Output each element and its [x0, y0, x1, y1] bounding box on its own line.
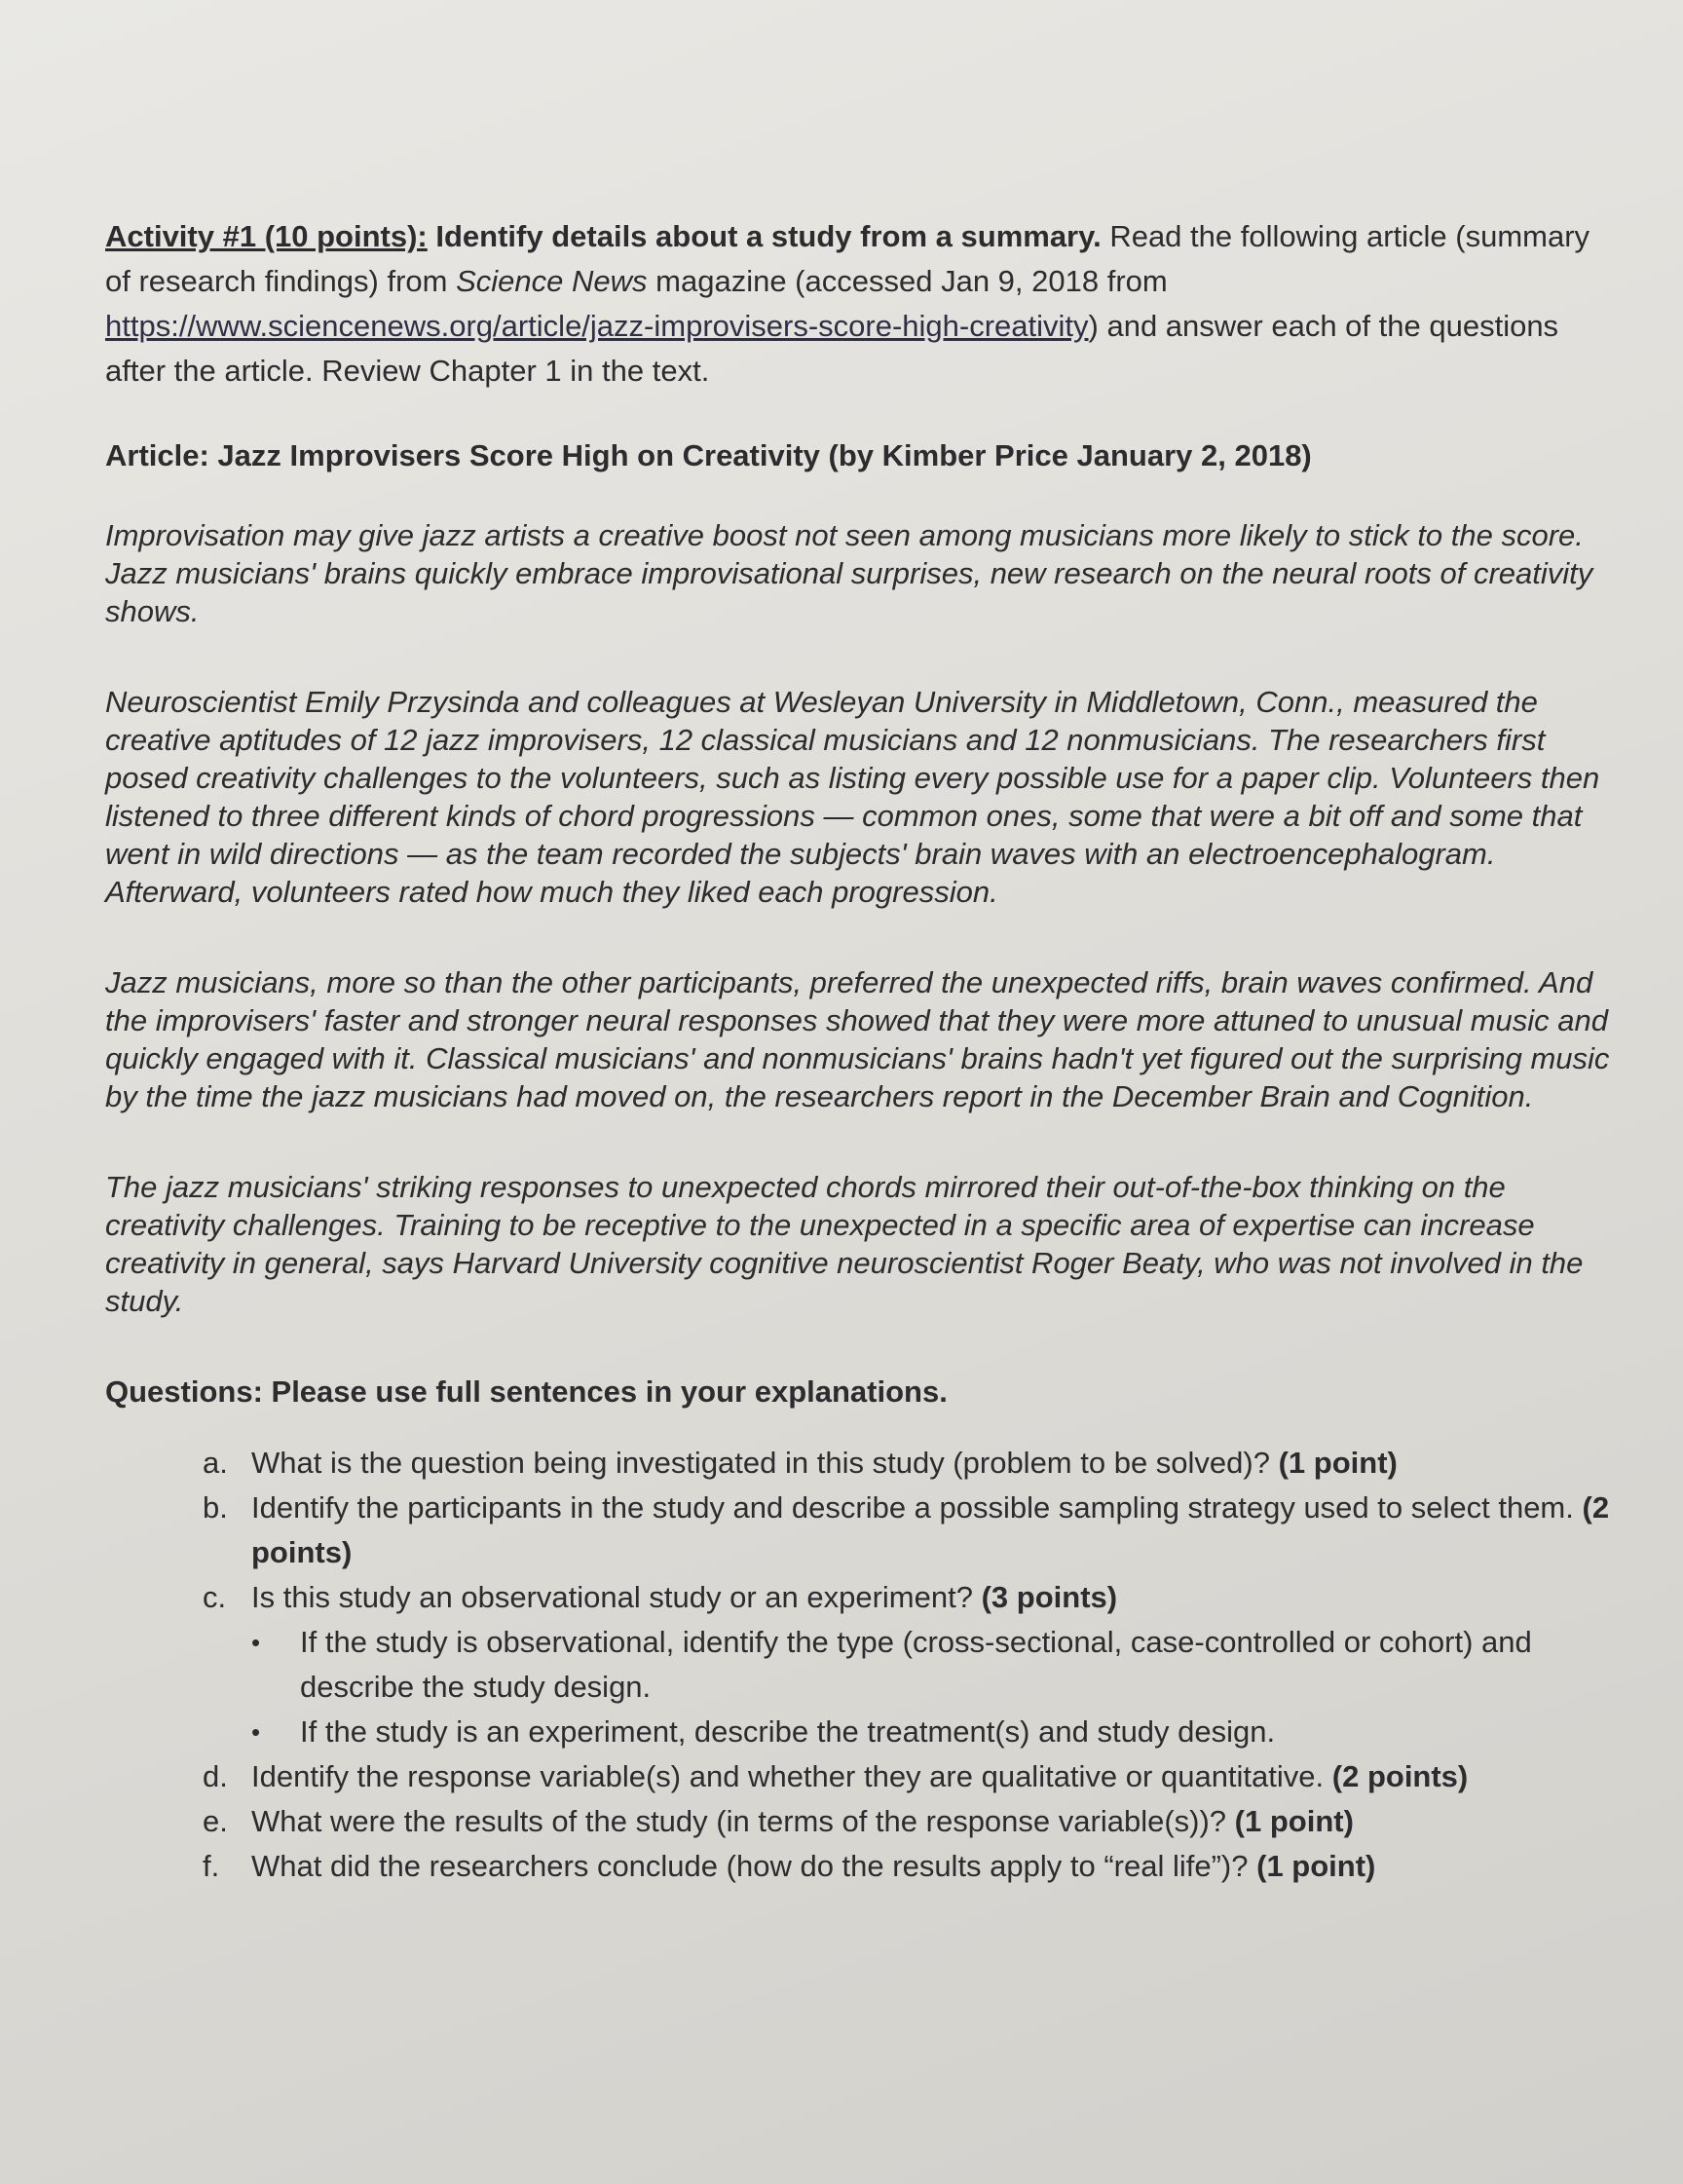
question-marker: e.: [203, 1804, 228, 1838]
question-item: [203, 1575, 1615, 1754]
question-marker: c.: [203, 1580, 227, 1614]
question-marker: a.: [203, 1446, 228, 1480]
question-item: [203, 1441, 1615, 1486]
bullet-icon: •: [251, 1717, 261, 1747]
article-paragraph: The jazz musicians' striking responses to unexpected chords mirrored their out-of-the-box thinking on the creativity challenges. Training to be receptive to the unexpected in a specific area of expertise can increase creativity in general, says Harvard University cognitive neuroscientist Roger Beaty, who was not involved in the study.: [105, 1170, 1584, 1318]
bullet-icon: •: [251, 1628, 261, 1657]
article-paragraph: Neuroscientist Emily Przysinda and colleagues at Wesleyan University in Middletown, Conn., measured the creative aptitudes of 12 jazz improvisers, 12 classical musicians and 12 nonmusicians. The researchers first posed creativity challenges to the volunteers, such as listing every possible use for a paper clip. Volunteers then listened to three different kinds of chord progressions — common ones, some that were a bit off and some that went in wild directions — as the team recorded the subjects' brain waves with an electroencephalogram. Afterward, volunteers rated how much they liked each progression.: [105, 685, 1600, 909]
intro-text-1: Read the following article (summary of research findings) from: [105, 219, 1590, 298]
activity-label: Activity #1 (10 points):: [105, 219, 428, 253]
article-link[interactable]: https://www.sciencenews.org/article/jazz-improvisers-score-high-creativity: [105, 309, 1089, 343]
article-paragraph: Jazz musicians, more so than the other participants, preferred the unexpected riffs, brain waves confirmed. And the improvisers' faster and stronger neural responses showed that they were more attuned to unusual music and quickly engaged with it. Classical musicians' and nonmusicians' brains hadn't yet figured out the surprising music by the time the jazz musicians had moved on, the researchers report in the December Brain and Cognition.: [105, 965, 1610, 1113]
questions-heading: Questions: Please use full sentences in your explanations.: [105, 1374, 948, 1409]
article-body: [105, 516, 1615, 1320]
question-item: [203, 1844, 1615, 1889]
question-marker: f.: [203, 1849, 220, 1883]
article-title: Article: Jazz Improvisers Score High on Creativity (by Kimber Price January 2, 2018): [105, 438, 1312, 472]
question-subitem: [251, 1710, 1615, 1754]
questions-list: [105, 1441, 1615, 1889]
intro-text-2: magazine (accessed Jan 9, 2018 from: [655, 264, 1168, 298]
question-text: What is the question being investigated in this study (problem to be solved)?: [251, 1446, 1270, 1480]
question-marker: b.: [203, 1490, 228, 1525]
activity-task: Identify details about a study from a summary.: [435, 219, 1102, 253]
question-points: (2 points): [251, 1490, 1610, 1569]
question-text: Is this study an observational study or an experiment?: [251, 1580, 973, 1614]
question-item: [203, 1799, 1615, 1844]
question-marker: d.: [203, 1759, 228, 1793]
question-text: Identify the response variable(s) and whether they are qualitative or quantitative.: [251, 1759, 1325, 1793]
question-item: [203, 1486, 1615, 1575]
activity-intro: [105, 214, 1615, 394]
question-sublist: [251, 1620, 1615, 1754]
question-points: (2 points): [1331, 1759, 1469, 1793]
article-paragraph: Improvisation may give jazz artists a creative boost not seen among musicians more likely to stick to the score. Jazz musicians' brains quickly embrace improvisational surprises, new research on the neural roots of creativity shows.: [105, 518, 1593, 628]
subitem-text: If the study is observational, identify the type (cross-sectional, case-controlled or cohort) and describe the study design.: [300, 1625, 1532, 1704]
question-points: (1 point): [1234, 1804, 1354, 1838]
question-points: (3 points): [981, 1580, 1118, 1614]
magazine-name: Science News: [456, 264, 648, 298]
intro-text-3: ) and answer each of the questions after the article. Review Chapter 1 in the text.: [105, 309, 1559, 388]
question-text: What were the results of the study (in terms of the response variable(s))?: [251, 1804, 1227, 1838]
question-subitem: [251, 1620, 1615, 1710]
question-points: (1 point): [1278, 1446, 1398, 1480]
subitem-text: If the study is an experiment, describe the treatment(s) and study design.: [300, 1714, 1276, 1749]
question-points: (1 point): [1256, 1849, 1376, 1883]
question-text: What did the researchers conclude (how do the results apply to “real life”)?: [251, 1849, 1249, 1883]
question-item: [203, 1754, 1615, 1799]
question-text: Identify the participants in the study and describe a possible sampling strategy used to select them.: [251, 1490, 1574, 1525]
